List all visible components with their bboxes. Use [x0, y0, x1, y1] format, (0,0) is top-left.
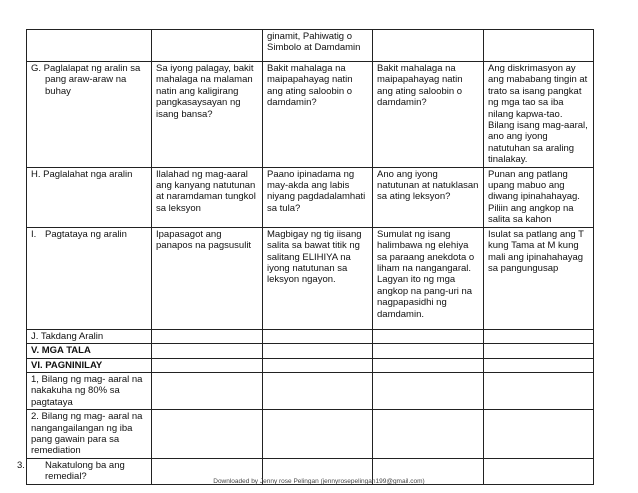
cell-h-5: Punan ang patlang upang mabuo ang diwang ipinahahayag. Piliin ang angkop na salita sa kahon: [484, 167, 594, 227]
table-row: [27, 410, 594, 459]
cell-top-5: [484, 30, 594, 62]
cell-empty: [373, 344, 484, 358]
cell-empty: [263, 410, 373, 459]
cell-i-3: Magbigay ng tig iisang salita sa bawat titik ng salitang ELIHIYA na iyong natutunan sa leksyon ngayon.: [263, 227, 373, 329]
cell-empty: [152, 329, 263, 343]
row-q3-number: 3.: [17, 459, 25, 471]
cell-empty: [152, 358, 263, 372]
cell-empty: [484, 358, 594, 372]
cell-i-5: Isulat sa patlang ang T kung Tama at M kung mali ang ipinahahayag sa pangungusap: [484, 227, 594, 329]
cell-j-1: J. Takdang Aralin: [27, 329, 152, 343]
table-row: [27, 227, 594, 329]
cell-empty: [373, 372, 484, 409]
cell-empty: [152, 372, 263, 409]
cell-v-1: V. MGA TALA: [27, 344, 152, 358]
cell-empty: [484, 372, 594, 409]
cell-g-3: Bakit mahalaga na maipapahayag natin ang ating saloobin o damdamin?: [263, 62, 373, 168]
cell-g-4: Bakit mahalaga na maipapahayag natin ang ating saloobin o damdamin?: [373, 62, 484, 168]
cell-top-2: [152, 30, 263, 62]
cell-empty: [152, 344, 263, 358]
cell-empty: [484, 329, 594, 343]
cell-empty: [152, 410, 263, 459]
cell-h-1: [27, 167, 152, 227]
row-q3-label: Nakatulong ba ang remedial?: [45, 459, 125, 483]
table-row: [27, 30, 594, 62]
row-g-label: G. Paglalapat ng aralin sa pang araw-araw na buhay: [31, 63, 141, 97]
cell-g-1: [27, 62, 152, 168]
cell-top-1: [27, 30, 152, 62]
cell-empty: [263, 329, 373, 343]
row-i-number: I.: [31, 228, 37, 240]
cell-q1-1: 1, Bilang ng mag- aaral na nakakuha ng 80% sa pagtataya: [27, 372, 152, 409]
lesson-plan-table: [17, 29, 594, 485]
row-h-label: H. Paglalahat nga aralin: [31, 168, 133, 180]
cell-i-1: [27, 227, 152, 329]
table-row: [27, 344, 594, 358]
cell-top-3: ginamit, Pahiwatig o Simbolo at Damdamin: [263, 30, 373, 62]
download-footer: Downloaded by Jenny rose Pelingan (jennyrosepelingan199@gmail.com): [213, 478, 425, 485]
cell-h-3: Paano ipinadama ng may-akda ang labis niyang pagdadalamhati sa tula?: [263, 167, 373, 227]
cell-empty: [373, 358, 484, 372]
cell-vi-1: VI. PAGNINILAY: [27, 358, 152, 372]
cell-empty: [263, 358, 373, 372]
table-row: [27, 329, 594, 343]
cell-g-2: Sa iyong palagay, bakit mahalaga na malaman natin ang kaligirang pangkasaysayan ng isang bansa?: [152, 62, 263, 168]
table-row: [27, 358, 594, 372]
cell-h-2: Ilalahad ng mag-aaral ang kanyang natutunan at naramdaman tungkol sa leksyon: [152, 167, 263, 227]
cell-empty: [484, 410, 594, 459]
table-row: [27, 167, 594, 227]
cell-i-2: Ipapasagot ang panapos na pagsusulit: [152, 227, 263, 329]
cell-empty: [373, 410, 484, 459]
table-row: [27, 62, 594, 168]
table-row: [27, 372, 594, 409]
cell-empty: [373, 329, 484, 343]
cell-empty: [263, 344, 373, 358]
row-i-label: Pagtataya ng aralin: [45, 228, 127, 240]
cell-q2-1: 2. Bilang ng mag- aaral na nangangailangan ng iba pang gawain para sa remediation: [27, 410, 152, 459]
cell-h-4: Ano ang iyong natutunan at natuklasan sa ating leksyon?: [373, 167, 484, 227]
cell-empty: [263, 372, 373, 409]
cell-empty: [484, 344, 594, 358]
cell-g-5: Ang diskrimasyon ay ang mababang tingin at trato sa isang pangkat ng mga tao sa iba nilang kapwa-tao. Bilang isang mag-aaral, ano ang iyong natutuhan sa araling tinalakay.: [484, 62, 594, 168]
cell-i-4: Sumulat ng isang halimbawa ng elehiya sa paraang anekdota o liham na nangangaral. Lagyan ito ng mga angkop na pang-uri na nagpapasidhi ng damdamin.: [373, 227, 484, 329]
cell-top-4: [373, 30, 484, 62]
